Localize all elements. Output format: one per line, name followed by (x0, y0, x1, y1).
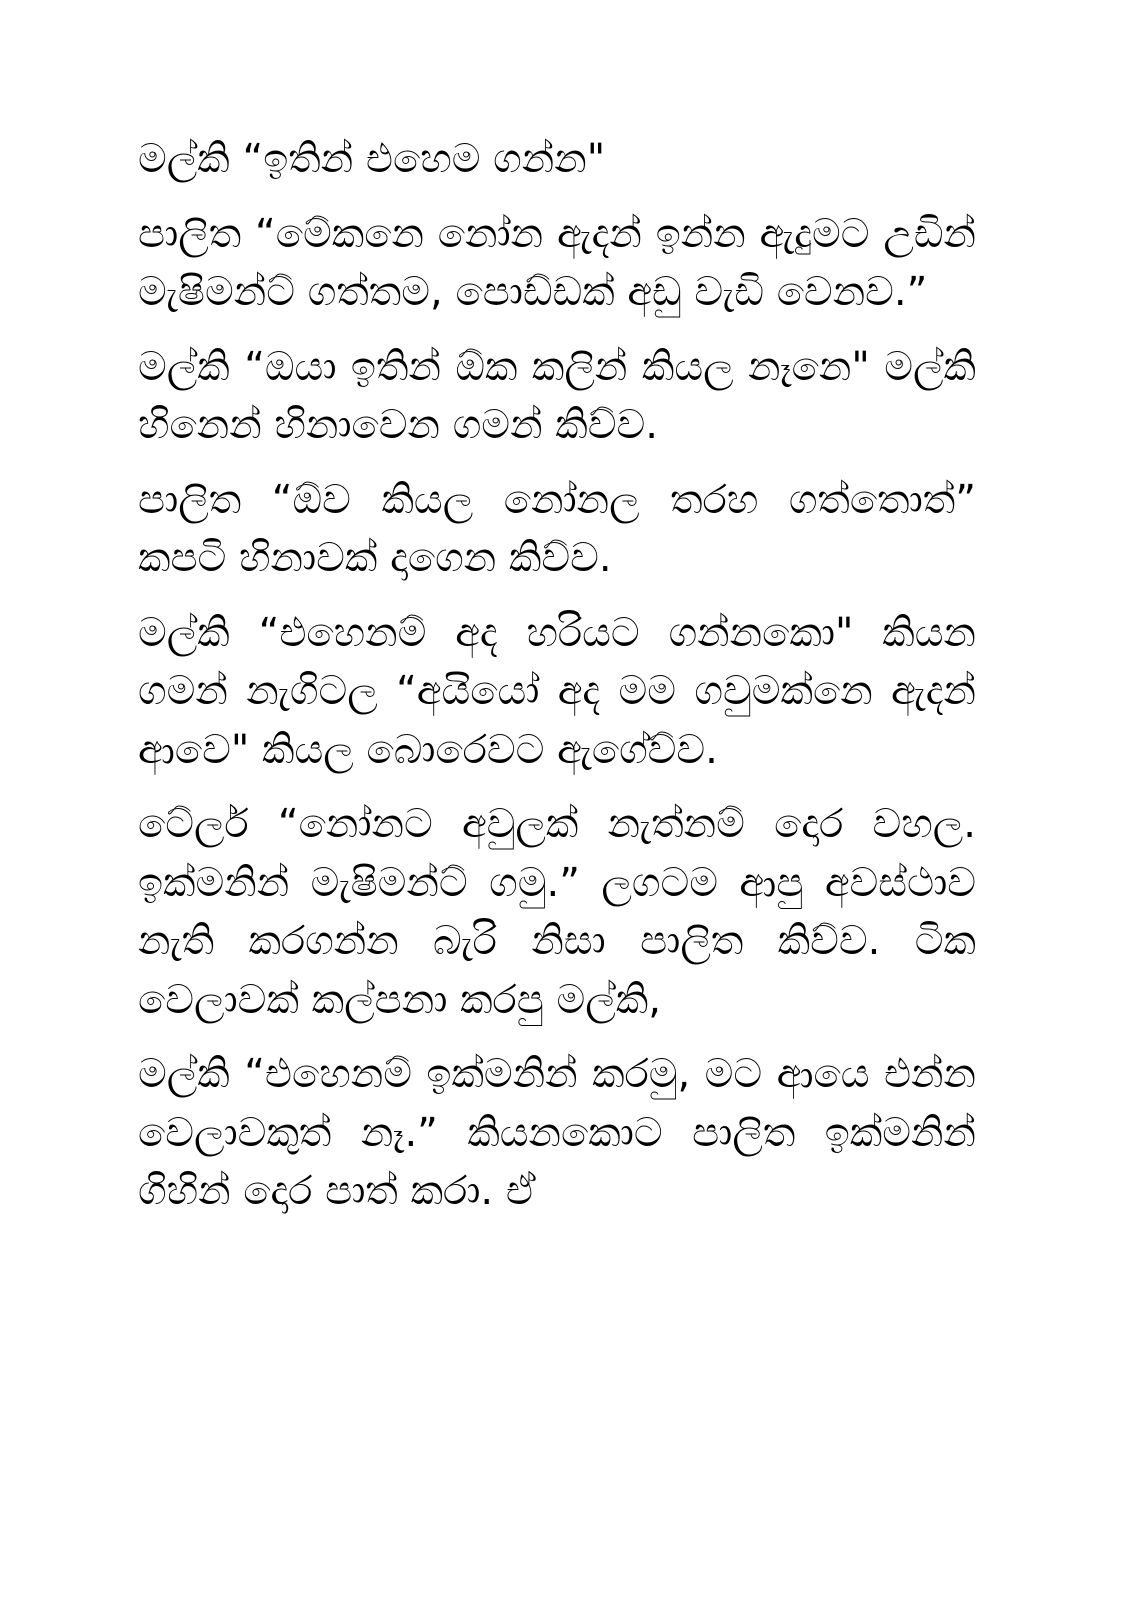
paragraph-5: මල්කි “එහෙනම් අද හරියට ගන්නකො" කියන ගමන් නැගිටල “අයියෝ අද මම ගවුමක්නෙ ඇදන් ආවෙ" කියල බොරෙවට ඇගේව්ව. (138, 609, 976, 773)
paragraph-7: මල්කි “එහෙනම් ඉක්මනින් කරමු, මට ආයෙ එන්න වෙලාවකුත් නෑ.” කියනකොට පාලිත ඉක්මනින් ගිහින් දොර පාත් කරා. ඒ (138, 1051, 976, 1214)
paragraph-1: මල්කි “ඉතින් එහෙම ගන්න" (138, 136, 606, 182)
paragraph-6: ටේලර් “නෝනට අවුලක් නැත්නම් දොර වහල. ඉක්මනින් මැෂිමන්ට් ගමු.” ලගටම ආපු අවස්ථාව නැති කරගන්න බැරි නිසා පාලිත කිව්ව. ටික වෙලාවක් කල්පනා කරපු මල්කි, (138, 801, 976, 1023)
paragraph-3: මල්කි “ඔයා ඉතින් ඕක කලින් කියල නෑනෙ" මල්කි හිනෙන් හිනාවෙන ගමන් කිව්ව. (138, 343, 976, 448)
paragraph-4: පාලිත “ඕව කියල නෝනල තරහ ගත්තොත්” කපටි හිනාවක් දාගෙන කිව්ව. (138, 476, 976, 581)
story-text-body (138, 130, 976, 1237)
paragraph-2: පාලිත “මේකනෙ නෝන ඇදන් ඉන්න ඇදුමට උඩින් මැෂිමන්ට් ගත්තම, පොඩ්ඩක් අඩු වැඩි වෙනව.” (138, 210, 976, 315)
